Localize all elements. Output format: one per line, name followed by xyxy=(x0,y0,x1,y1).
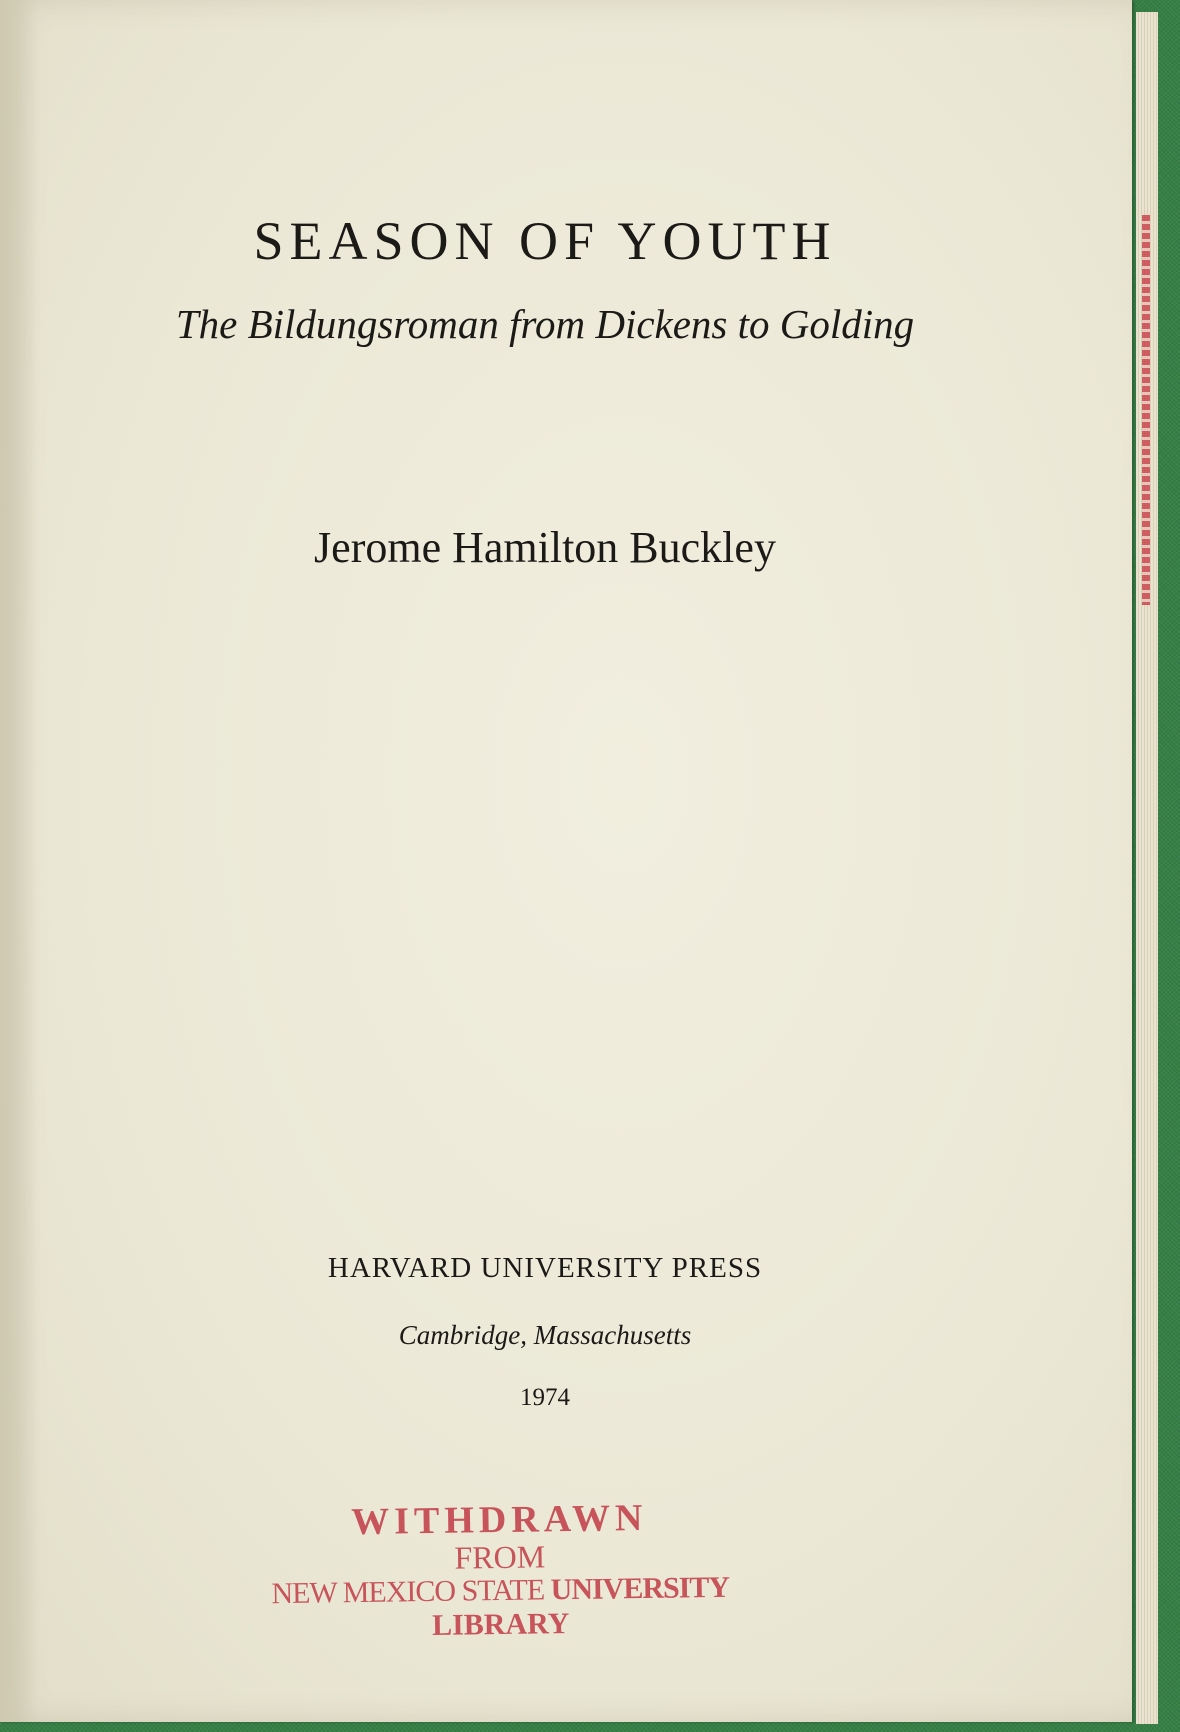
book-author: Jerome Hamilton Buckley xyxy=(314,523,776,572)
publisher-name: HARVARD UNIVERSITY PRESS xyxy=(327,1252,763,1284)
red-page-edge xyxy=(1142,215,1150,605)
stamp-institution-part2: UNIVERSITY xyxy=(550,1570,730,1607)
book-subtitle: The Bildungsroman from Dickens to Golding xyxy=(175,301,915,347)
stamp-line-from: FROM xyxy=(454,1538,546,1576)
stamp-line-library: LIBRARY xyxy=(431,1607,570,1642)
publisher-place: Cambridge, Massachusetts xyxy=(398,1320,692,1350)
stamp-line-withdrawn: WITHDRAWN xyxy=(350,1496,648,1544)
stamp-institution-part1: NEW MEXICO STATE xyxy=(271,1573,545,1611)
publication-year: 1974 xyxy=(520,1384,570,1411)
library-withdrawn-stamp xyxy=(229,1496,771,1646)
book-title: SEASON OF YOUTH xyxy=(253,211,837,271)
